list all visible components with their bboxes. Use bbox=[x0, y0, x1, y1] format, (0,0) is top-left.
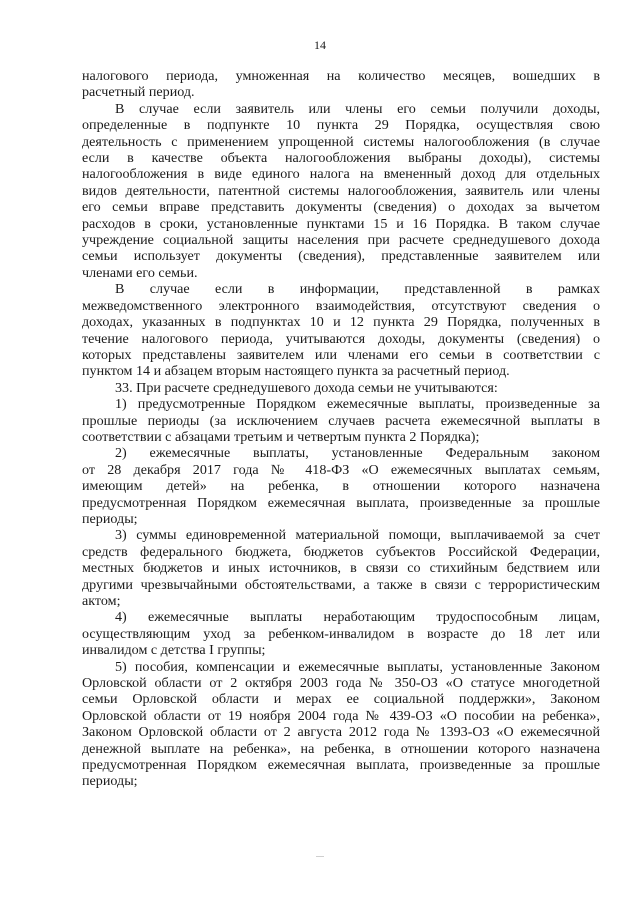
text-line: В случае если заявитель или члены его семьи получили доходы, bbox=[115, 100, 600, 117]
text-line: деятельность с применением упрощенной системы налогообложения (в случае bbox=[82, 133, 600, 150]
text-line: Законом Орловской области от 2 августа 2012 года № 1393-ОЗ «О ежемесячной bbox=[82, 724, 600, 741]
text-line: 3) суммы единовременной материальной помощи, выплачиваемой за счет bbox=[115, 527, 600, 544]
paragraph bbox=[82, 609, 600, 658]
text-line: осуществляющим уход за ребенком-инвалидом в возрасте до 18 лет или bbox=[82, 625, 600, 642]
text-line: налогового периода, умноженная на количество месяцев, вошедших в bbox=[82, 68, 600, 84]
text-line: 1) предусмотренные Порядком ежемесячные выплаты, произведенные за bbox=[115, 396, 600, 413]
text-line: предусмотренная Порядком ежемесячная выплата, произведенные за прошлые bbox=[82, 494, 600, 511]
text-line: определенные в подпункте 10 пункта 29 Порядка, осуществляя свою bbox=[82, 117, 600, 134]
text-line: инвалидом с детства I группы; bbox=[82, 642, 266, 659]
text-line: пунктом 14 и абзацем вторым настоящего пункта за расчетный период. bbox=[82, 363, 510, 380]
text-line: другими чрезвычайными обстоятельствами, а также в связи с террористическим bbox=[82, 576, 600, 593]
text-line: 5) пособия, компенсации и ежемесячные выплаты, установленные Законом bbox=[115, 658, 600, 675]
text-line: периоды; bbox=[82, 510, 138, 527]
paragraph bbox=[82, 527, 600, 609]
footer-mark bbox=[316, 856, 324, 857]
document-body bbox=[82, 68, 600, 790]
text-line: учреждение социальной защиты населения при расчете среднедушевого дохода bbox=[82, 232, 600, 249]
text-line: течение налогового периода, учитываются доходы, документы (сведения) о bbox=[82, 330, 600, 347]
text-line: прошлые периоды (за исключением случаев расчета ежемесячной выплаты в bbox=[82, 412, 600, 429]
paragraph bbox=[82, 445, 600, 527]
text-line: местных бюджетов и иных источников, в связи со стихийным бедствием или bbox=[82, 560, 600, 577]
text-line: если в качестве объекта налогообложения выбраны доходы), системы bbox=[82, 150, 600, 167]
text-line: налогообложения в виде единого налога на вмененный доход для отдельных bbox=[82, 166, 600, 183]
text-line: семьи Орловской области и мерах ее социальной поддержки», Законом bbox=[82, 691, 600, 708]
text-line: членами его семьи. bbox=[82, 264, 198, 281]
text-line: Орловской области от 19 ноября 2004 года № 439-ОЗ «О пособии на ребенка», bbox=[82, 707, 600, 724]
text-line: 2) ежемесячные выплаты, установленные Федеральным законом bbox=[115, 445, 600, 462]
text-line: соответствии с абзацами третьим и четвертым пункта 2 Порядка); bbox=[82, 428, 480, 445]
text-line: доходах, указанных в подпунктах 10 и 12 пункта 29 Порядка, полученных в bbox=[82, 314, 600, 331]
text-line: средств федерального бюджета, бюджетов субъектов Российской Федерации, bbox=[82, 543, 600, 560]
text-line: В случае если в информации, представленной в рамках bbox=[115, 281, 600, 298]
text-line: актом; bbox=[82, 593, 121, 609]
text-line: видов деятельности, патентной системы налогообложения, заявитель или члены bbox=[82, 182, 600, 199]
paragraph bbox=[82, 396, 600, 445]
page-number: 14 bbox=[314, 38, 326, 52]
text-line: 33. При расчете среднедушевого дохода семьи не учитываются: bbox=[115, 379, 498, 396]
text-line: предусмотренная Порядком ежемесячная выплата, произведенные за прошлые bbox=[82, 757, 600, 774]
paragraph bbox=[82, 380, 600, 396]
text-line: его семьи вправе представить документы (сведения) о доходах за вычетом bbox=[82, 199, 600, 216]
text-line: периоды; bbox=[82, 773, 138, 790]
text-line: расходов в сроки, установленные пунктами 15 и 16 Порядка. В таком случае bbox=[82, 215, 600, 232]
text-line: денежной выплате на ребенка», на ребенка, в отношении которого назначена bbox=[82, 740, 600, 757]
text-line: расчетный период. bbox=[82, 84, 195, 101]
text-line: 4) ежемесячные выплаты неработающим трудоспособным лицам, bbox=[115, 609, 600, 626]
paragraph bbox=[82, 101, 600, 281]
text-line: межведомственного электронного взаимодействия, отсутствуют сведения о bbox=[82, 297, 600, 314]
paragraph bbox=[82, 659, 600, 790]
paragraph bbox=[82, 68, 600, 101]
text-line: которых представлены заявителем или членами его семьи в соответствии с bbox=[82, 346, 600, 363]
paragraph bbox=[82, 281, 600, 379]
text-line: семьи использует документы (сведения), представленные заявителем или bbox=[82, 248, 600, 265]
text-line: имеющим детей» на ребенка, в отношении которого назначена bbox=[82, 478, 600, 495]
text-line: Орловской области от 2 октября 2003 года № 350-ОЗ «О статусе многодетной bbox=[82, 675, 600, 692]
text-line: от 28 декабря 2017 года № 418-ФЗ «О ежемесячных выплатах семьям, bbox=[82, 461, 600, 478]
